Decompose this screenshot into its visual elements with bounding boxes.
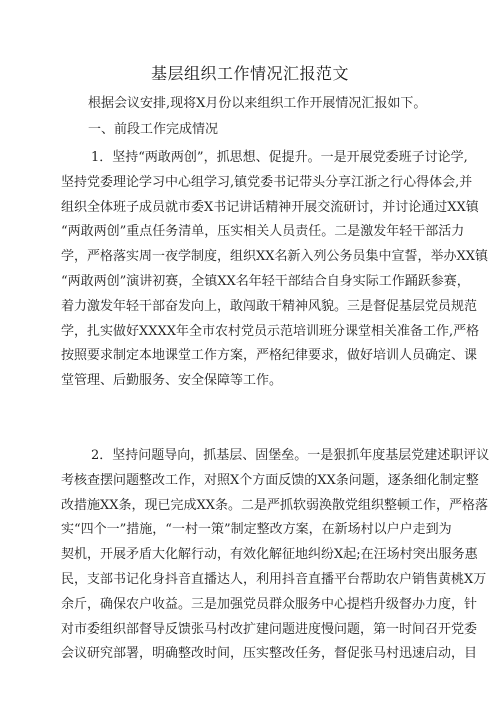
paragraph-1-line: 1．坚持“两敢两创”，抓思想、促提升。一是开展党委班子讨论学, xyxy=(91,150,468,165)
paragraph-1-line: 组织全体班子成员就市委X书记讲话精神开展交流研讨，并讨论通过XX镇 xyxy=(61,199,479,215)
paragraph-2-line: 改措施XX条，现已完成XX条。二是严抓软弱涣散党组织整顿工作，严格落 xyxy=(61,497,489,513)
paragraph-2-line: 会议研究部署，明确整改时间，压实整改任务，督促张马村迅速启动，目 xyxy=(61,646,478,662)
paragraph-1-line: 按照要求制定本地课堂工作方案，严格纪律要求，做好培训人员确定、课 xyxy=(61,348,478,364)
paragraph-1 xyxy=(61,146,489,394)
paragraph-1-line: 坚持党委理论学习中心组学习,镇党委书记带头分享江浙之行心得体会,并 xyxy=(61,174,473,190)
paragraph-1-line: 堂管理、后勤服务、安全保障等工作。 xyxy=(61,373,283,389)
paragraph-2-line: 对市委组织部督导反馈张马村改扩建问题进度慢问题，第一时间召开党委 xyxy=(61,621,478,637)
paragraph-2-line: 契机，开展矛盾大化解行动，有效化解征地纠纷X起;在汪场村突出服务惠 xyxy=(61,547,478,563)
paragraph-1-line: “两敢两创”演讲初赛，全镇XX名年轻干部结合自身实际工作踊跃参赛， xyxy=(61,273,470,289)
paragraph-1-line: 着力激发年轻干部奋发向上，敢闯敢干精神风貌。三是督促基层党员规范 xyxy=(61,298,478,314)
intro-text: 根据会议安排,现将X月份以来组织工作开展情况汇报如下。 xyxy=(88,96,427,111)
paragraph-1-line: 学，严格落实周一夜学制度，组织XX名新入列公务员集中宣誓，举办XX镇 xyxy=(61,249,489,265)
paragraph-2-line: 考核查摆问题整改工作，对照X个方面反馈的XX条问题，逐条细化制定整 xyxy=(61,472,479,488)
paragraph-2 xyxy=(61,444,490,667)
paragraph-1-line: “两敢两创”重点任务清单，压实相关人员责任。二是激发年轻干部活力 xyxy=(61,224,465,240)
section-heading: 一、前段工作完成情况 xyxy=(88,122,219,137)
document-title: 基层组织工作情况汇报范文 xyxy=(150,64,349,83)
paragraph-1-line: 学，扎实做好XXXX年全市农村党员示范培训班分课堂相关准备工作,严格 xyxy=(61,323,480,339)
paragraph-2-line: 2．坚持问题导向，抓基层、固堡垒。一是狠抓年度基层党建述职评议 xyxy=(91,448,490,463)
paragraph-2-line: 民，支部书记化身抖音直播达人，利用抖音直播平台帮助农户销售黄桃X万 xyxy=(61,571,487,587)
paragraph-2-line: 实“四个一”措施，“一村一策”制定整改方案，在新场村以户户走到为 xyxy=(61,522,452,538)
paragraph-2-line: 余斤，确保农户收益。三是加强党员群众服务中心提档升级督办力度，针 xyxy=(61,596,478,612)
